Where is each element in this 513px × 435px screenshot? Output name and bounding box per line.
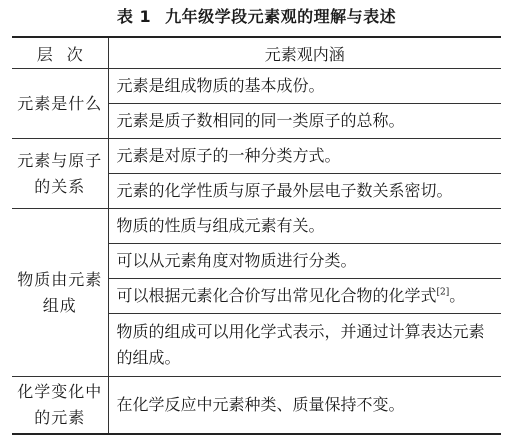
level-cell-element-atom-relation: 元素与原子的关系 — [12, 139, 108, 209]
table-row — [12, 139, 501, 174]
table-row — [12, 69, 501, 104]
content-cell: 元素是质子数相同的同一类原子的总称。 — [108, 104, 501, 139]
header-level-label: 层次 — [36, 44, 97, 64]
content-cell: 元素是组成物质的基本成份。 — [108, 69, 501, 104]
table-header-row — [12, 37, 501, 69]
table-row — [12, 209, 501, 244]
content-cell: 物质的性质与组成元素有关。 — [108, 209, 501, 244]
content-cell: 元素的化学性质与原子最外层电子数关系密切。 — [108, 174, 501, 209]
content-cell: 可以从元素角度对物质进行分类。 — [108, 244, 501, 279]
content-cell — [108, 279, 501, 314]
citation-marker: [2] — [436, 287, 450, 298]
content-cell: 元素是对原子的一种分类方式。 — [108, 139, 501, 174]
level-cell-what-is-element: 元素是什么 — [12, 69, 108, 139]
table-number: 表 1 — [116, 7, 152, 26]
header-level — [12, 37, 108, 69]
table-caption — [12, 0, 501, 36]
content-cell: 在化学反应中元素种类、质量保持不变。 — [108, 377, 501, 435]
sentence-period: 。 — [449, 286, 466, 305]
element-concept-table — [12, 36, 501, 435]
table-title: 九年级学段元素观的理解与表述 — [165, 7, 397, 26]
level-cell-elements-in-chemical-change: 化学变化中的元素 — [12, 377, 108, 435]
level-cell-matter-composition: 物质由元素组成 — [12, 209, 108, 377]
content-text: 可以根据元素化合价写出常见化合物的化学式 — [116, 286, 437, 305]
header-content: 元素观内涵 — [108, 37, 501, 69]
table-row — [12, 377, 501, 435]
content-cell: 物质的组成可以用化学式表示，并通过计算表达元素的组成。 — [108, 314, 501, 377]
